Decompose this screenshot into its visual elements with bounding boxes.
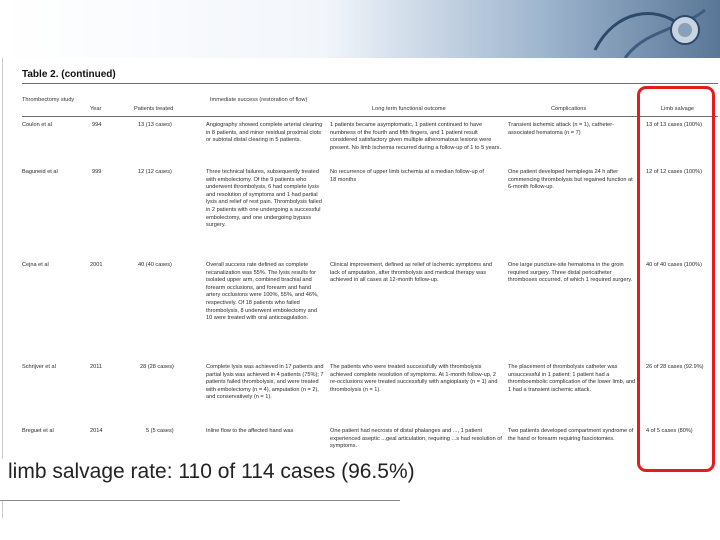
table-cell-complications: One large puncture-site hematoma in the groin required surgery. Three distal pericatheter thromboses occurred, of which 1 required surgery.: [508, 262, 633, 284]
table-cell-study: Breguet et al: [22, 428, 54, 434]
slide-footer: [0, 518, 720, 540]
table-cell-study: Baguneid et al: [22, 169, 58, 175]
table-top-rule: [22, 83, 718, 84]
table-cell-complications: The placement of thrombolysis catheter was unsuccessful in 1 patient; 1 patient had a thromboembolic complication of the lower limb, and 1 had a transient ischemic attack.: [508, 364, 636, 393]
header-patients: Patients treated: [134, 106, 174, 112]
table-cell-longterm: One patient had necrosis of distal phalanges and ..., 1 patient experienced aseptic ...geal articulation, requiring ...s had resolution of symptoms.: [330, 428, 502, 450]
table-cell-immediate: Complete lysis was achieved in 17 patients and partial lysis was achieved in 4 patients (75%); 7 patients failed thrombolysis, and were treated with embolectomy (n = 4), amputation (n = 2), and conservatively (n = 1).: [206, 364, 324, 401]
table-cell-patients: 5 (5 cases): [146, 428, 174, 434]
table-cell-limb-salvage: 13 of 13 cases (100%): [646, 122, 702, 128]
header-complications: Complications: [551, 106, 587, 112]
slide-left-rule: [2, 58, 3, 518]
table-cell-patients: 28 (28 cases): [140, 364, 174, 370]
header-limb: Limb salvage: [661, 106, 694, 112]
table-cell-complications: Two patients developed compartment syndrome of the hand or forearm requiring fasciotomies.: [508, 428, 634, 442]
table-cell-immediate: Inline flow to the affected hand was: [206, 428, 294, 434]
table-cell-limb-salvage: 12 of 12 cases (100%): [646, 169, 702, 175]
table-cell-immediate: Angiography showed complete arterial clearing in 8 patients, and minor residual proximal clots or subtotal distal clearing in 5 patients.: [206, 122, 323, 144]
table-cell-year: 2014: [90, 428, 103, 434]
table-cell-year: 2011: [90, 364, 103, 370]
header-immediate: Immediate success (restoration of flow): [210, 97, 308, 103]
table-cell-complications: Transient ischemic attack (n = 1), catheter-associated hematoma (n = 7): [508, 122, 614, 136]
table-cell-longterm: Clinical improvement, defined as relief of ischemic symptoms and lack of amputation, after thrombolysis and medical therapy was achieved in all cases at 12-month follow-up.: [330, 262, 492, 284]
limb-salvage-highlight-box: [637, 86, 715, 472]
table-cell-patients: 13 (13 cases): [138, 122, 172, 128]
table-cell-patients: 40 (40 cases): [138, 262, 172, 268]
table-cell-longterm: The patients who were treated successfully with thrombolysis achieved complete resolution of symptoms. At 1-month follow-up, 2 re-occlusions were treated successfully with angioplasty (n = 1) and thrombolysis (n = 1).: [330, 364, 498, 393]
stethoscope-icon: [585, 0, 720, 58]
table-cell-complications: One patient developed hemiplegia 24 h after commencing thrombolysis but regained function at 6-month follow-up.: [508, 169, 633, 191]
table-cell-year: 2001: [90, 262, 103, 268]
limb-salvage-summary: limb salvage rate: 110 of 114 cases (96.5%): [8, 460, 415, 483]
header-year: Year: [90, 106, 102, 112]
table-cell-study: Cejna et al: [22, 262, 49, 268]
table-cell-limb-salvage: 26 of 28 cases (92.9%): [646, 364, 704, 370]
table-cell-longterm: No recurrence of upper limb ischemia at a median follow-up of 18 months: [330, 169, 484, 183]
table-cell-limb-salvage: 4 of 5 cases (80%): [646, 428, 693, 434]
table-cell-longterm: 1 patients became asymptomatic, 1 patient continued to have numbness of the fourth and fifth fingers, and 1 patient result considered satisfactory given multiple atheromatous lesions were present. No limb ischemia recurred during a follow-up of 1 to 5 years.: [330, 122, 501, 151]
table-cell-study: Schrijver et al: [22, 364, 56, 370]
header-study: Thrombectomy study: [22, 97, 75, 103]
header-longterm: Long term functional outcome: [372, 106, 446, 112]
table-cell-year: 999: [92, 169, 102, 175]
table-cell-year: 994: [92, 122, 102, 128]
table-title: Table 2. (continued): [22, 69, 116, 80]
summary-underline: [0, 500, 400, 501]
table-cell-limb-salvage: 40 of 40 cases (100%): [646, 262, 702, 268]
table-cell-study: Coulon et al: [22, 122, 52, 128]
table-cell-immediate: Three technical failures, subsequently treated with embolectomy. Of the 9 patients who underwent thrombolysis, 6 had complete lysis and resolution of symptoms and 1 had partial lysis and relief of rest pain. Thrombolysis failed in 2 patients with one undergoing a successful embolectomy, and one undergoing bypass surgery.: [206, 169, 322, 229]
table-header-rule: [22, 116, 718, 117]
table-cell-patients: 12 (12 cases): [138, 169, 172, 175]
table-cell-immediate: Overall success rate defined as complete recanalization was 55%. The lysis results for isolated upper arm, combined brachial and forearm occlusions, and forearm and hand artery occlusions were 100%, 55%, and 46%, respectively. Of 18 patients who failed thrombolysis, 8 underwent embolectomy and 10 were treated with oral anticoagulation.: [206, 262, 319, 322]
